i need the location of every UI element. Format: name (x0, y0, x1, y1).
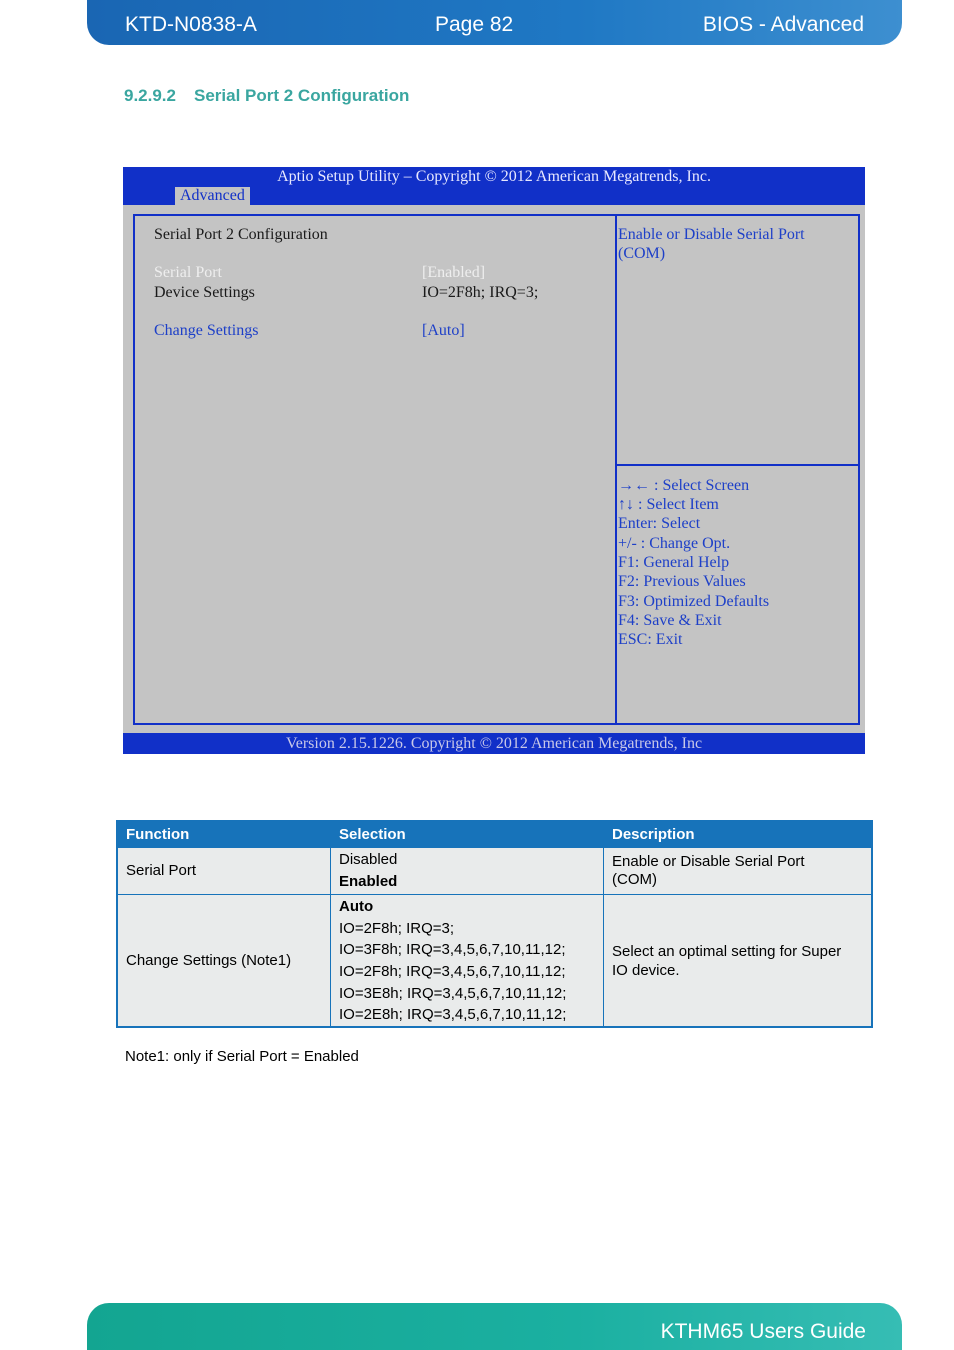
section-heading (124, 86, 409, 106)
page-header (87, 0, 902, 45)
section-number: 9.2.9.2 (124, 86, 176, 105)
row1-option: Disabled (339, 851, 398, 868)
key-hint: →← : Select Screen (618, 477, 750, 494)
row1-description-line-1: Enable or Disable Serial Port (612, 853, 805, 870)
row1-description-line-2: (COM) (612, 871, 657, 888)
serial-port-value[interactable]: [Enabled] (422, 264, 486, 281)
key-hint: F4: Save & Exit (618, 612, 722, 629)
key-hint: F2: Previous Values (618, 573, 746, 590)
table-note: Note1: only if Serial Port = Enabled (125, 1048, 359, 1065)
bios-heading: Serial Port 2 Configuration (154, 226, 328, 243)
change-settings-value[interactable]: [Auto] (422, 322, 465, 339)
bios-version-bar: Version 2.15.1226. Copyright © 2012 American Megatrends, Inc (123, 733, 865, 754)
row2-option: IO=3F8h; IRQ=3,4,5,6,7,10,11,12; (339, 941, 566, 958)
key-hint: +/- : Change Opt. (618, 535, 731, 552)
bios-title-bar (123, 167, 865, 205)
row2-option-default: Auto (339, 898, 374, 915)
key-hint: F1: General Help (618, 554, 730, 571)
row2-option: IO=3E8h; IRQ=3,4,5,6,7,10,11,12; (339, 985, 567, 1002)
bios-screenshot (123, 167, 865, 754)
column-divider (330, 822, 331, 1026)
row2-function: Change Settings (Note1) (126, 952, 292, 969)
row1-function: Serial Port (126, 862, 197, 879)
row1-option-default: Enabled (339, 873, 398, 890)
row2-description-line-2: IO device. (612, 962, 680, 979)
bios-horizontal-divider (617, 464, 858, 466)
bios-title: Aptio Setup Utility – Copyright © 2012 American Megatrends, Inc. (277, 168, 711, 185)
page-number: Page 82 (435, 13, 514, 36)
table-header-selection: Selection (331, 822, 603, 848)
row2-description-line-1: Select an optimal setting for Super (612, 943, 842, 960)
table-header-description: Description (604, 822, 871, 848)
header-section: BIOS - Advanced (702, 13, 864, 36)
row2-option: IO=2F8h; IRQ=3,4,5,6,7,10,11,12; (339, 963, 566, 980)
footer-title: KTHM65 Users Guide (660, 1320, 866, 1343)
key-hint: F3: Optimized Defaults (618, 593, 770, 610)
settings-table (116, 820, 873, 1028)
bios-vertical-divider (615, 216, 617, 723)
key-hint: ESC: Exit (618, 631, 683, 648)
row2-option: IO=2F8h; IRQ=3; (339, 920, 455, 937)
device-settings-value: IO=2F8h; IRQ=3; (422, 284, 539, 301)
help-text-line-2: (COM) (618, 245, 666, 262)
device-settings-label: Device Settings (154, 284, 255, 301)
bios-main-frame (133, 214, 860, 725)
key-hint: ↑↓ : Select Item (618, 496, 719, 513)
tab-advanced[interactable]: Advanced (175, 187, 250, 205)
section-title: Serial Port 2 Configuration (194, 86, 410, 105)
row-divider (118, 894, 871, 895)
help-text-line-1: Enable or Disable Serial Port (618, 226, 805, 243)
serial-port-label[interactable]: Serial Port (154, 264, 222, 281)
table-header-function: Function (118, 822, 330, 848)
key-hint: Enter: Select (618, 515, 701, 532)
change-settings-label[interactable]: Change Settings (154, 322, 259, 339)
column-divider (603, 822, 604, 1026)
page-footer (87, 1303, 902, 1350)
row2-option: IO=2E8h; IRQ=3,4,5,6,7,10,11,12; (339, 1006, 567, 1023)
doc-id: KTD-N0838-A (125, 13, 257, 36)
